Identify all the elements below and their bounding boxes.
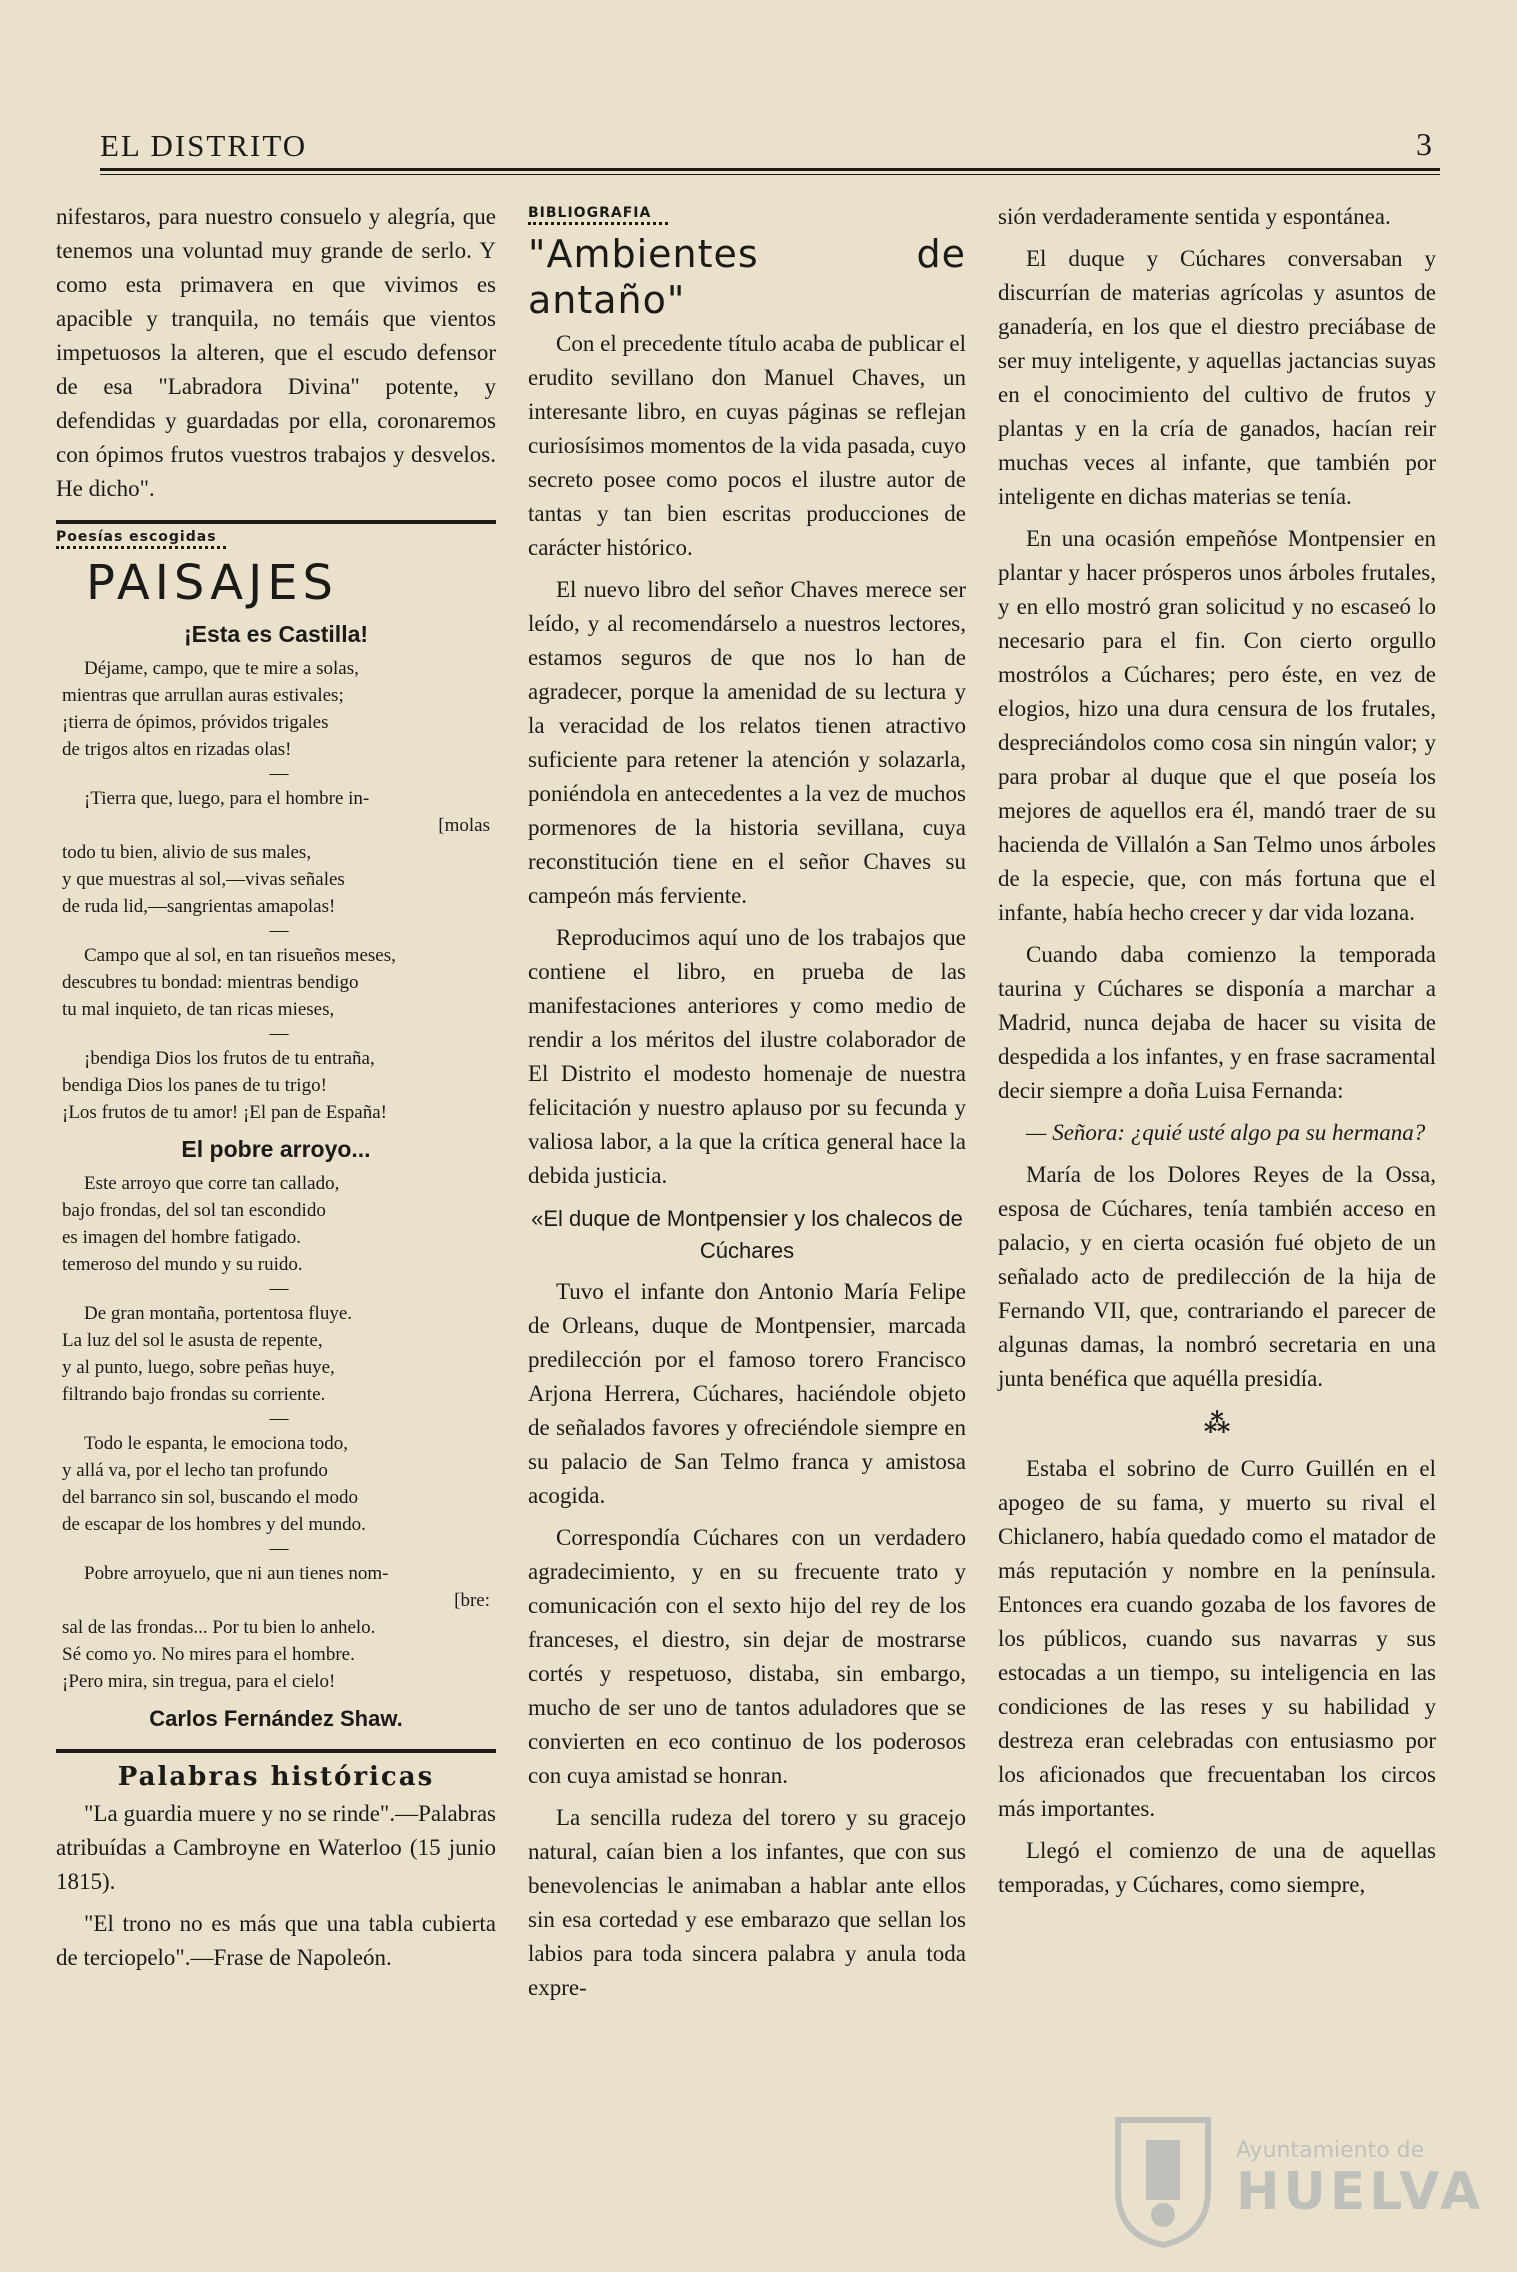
- poem-line: de ruda lid,—sangrientas amapolas!: [62, 896, 336, 917]
- poem-line: ¡Pero mira, sin tregua, para el cielo!: [62, 1671, 336, 1692]
- stanza-divider: —: [269, 1023, 289, 1044]
- poem-author: Carlos Fernández Shaw.: [149, 1706, 403, 1731]
- section-title: PAISAJES: [86, 555, 339, 611]
- poem-title: ¡Esta es Castilla!: [183, 621, 369, 647]
- poem-line: mientras que arrullan auras estivales;: [62, 685, 344, 706]
- header-rule: [100, 168, 1440, 171]
- section-kicker: Poesías escogidas: [56, 529, 217, 545]
- article-paragraph: Llegó el comienzo de una de aquellas temporadas, y Cúchares, como siempre,: [998, 1838, 1436, 1897]
- poem-line: de escapar de los hombres y del mundo.: [62, 1514, 366, 1535]
- kicker-underline: [56, 546, 226, 549]
- quote-paragraph: "La guardia muere y no se rinde".—Palabras atribuídas a Cambroyne en Waterloo (15 junio 1815).: [56, 1801, 496, 1894]
- poem-line: sal de las frondas... Por tu bien lo anhelo.: [62, 1617, 376, 1638]
- asterism-icon: ⁂: [1203, 1409, 1231, 1438]
- section-title: Palabras históricas: [117, 1762, 435, 1792]
- poem-line: Sé como yo. No mires para el hombre.: [62, 1644, 355, 1665]
- poem-line: bendiga Dios los panes de tu trigo!: [62, 1075, 327, 1096]
- poem-body: [62, 1170, 496, 1695]
- poem-line: tu mal inquieto, de tan ricas mieses,: [62, 999, 335, 1020]
- poem-line: descubres tu bondad: mientras bendigo: [62, 972, 359, 993]
- page-number: 3: [1416, 126, 1432, 162]
- poem-title: El pobre arroyo...: [181, 1136, 371, 1162]
- page-header: [100, 128, 1440, 178]
- poem-line-tail: [molas: [438, 815, 490, 836]
- poem-line: ¡bendiga Dios los frutos de tu entraña,: [84, 1048, 375, 1069]
- stanza-divider: —: [269, 1408, 289, 1429]
- article-paragraph: María de los Dolores Reyes de la Ossa, esposa de Cúchares, tenía también acceso en palacio, y en cierta ocasión fué objeto de un señalado acto de predilección de la hija de Fernando VII, que, contrariando el parecer de algunas damas, la nombró secretaria en una junta benéfica que aquélla presidía.: [998, 1162, 1436, 1391]
- poem-line: ¡Los frutos de tu amor! ¡El pan de España!: [62, 1102, 388, 1123]
- poem-line: Pobre arroyuelo, que ni aun tienes nom-: [84, 1563, 389, 1584]
- article-paragraph: El duque y Cúchares conversaban y discurrían de materias agrícolas y asuntos de ganadería, en los que el diestro preciábase de ser muy inteligente, y aquellas jactancias suyas en el conocimiento del cultivo de frutos y plantas y en la cría de ganados, hacían reir muchas veces al infante, que también por inteligente en dichas materias se tenía.: [998, 246, 1436, 509]
- article-paragraph: En una ocasión empeñóse Montpensier en plantar y hacer prósperos unos árboles frutales, y en ello mostró gran solicitud y no escaseó lo necesario para el fin. Con cierto orgullo mostrólos a Cúchares; pero éste, en vez de elogios, hizo una dura censura de los frutales, despreciándolos como cosa sin ningún valor; y para probar al duque que el que poseía los mejores de aquellos era él, mandó traer de su hacienda de Villalón a San Telmo unos árboles de la especie, que, con más fortuna que el infante, había hecho crecer y dar vida lozana.: [998, 526, 1436, 925]
- dialogue-line: — Señora: ¿quié usté algo pa su hermana?: [1026, 1120, 1426, 1145]
- kicker-underline: [528, 222, 668, 225]
- article-paragraph: Correspondía Cúchares con un verdadero agradecimiento, y en su frecuente trato y comunicación con el sexto hijo del rey de los franceses, el diestro, sin dejar de mostrarse cortés y respetuoso, distaba, sin embargo, mucho de ser uno de tantos aduladores que se convierten en eco continuo de los poderosos con cuya amistad se honran.: [528, 1525, 966, 1788]
- poem-line: de trigos altos en rizadas olas!: [62, 739, 292, 760]
- column-left: [56, 200, 496, 1983]
- article-paragraph: Cuando daba comienzo la temporada taurina y Cúchares se disponía a marchar a Madrid, nunca dejaba de hacer su visita de despedida a los infantes, y en frase sacramental decir siempre a doña Luisa Fernanda:: [998, 942, 1436, 1103]
- coat-of-arms-icon: [1108, 2110, 1218, 2250]
- poem-line-tail: [bre:: [454, 1590, 490, 1611]
- poem-line: y al punto, luego, sobre peñas huye,: [62, 1357, 335, 1378]
- stanza-divider: —: [269, 763, 289, 784]
- stanza-divider: —: [269, 1278, 289, 1299]
- section-divider: [56, 520, 496, 524]
- article-paragraph: Reproducimos aquí uno de los trabajos que contiene el libro, en prueba de las manifestaciones anteriores y como medio de rendir a los méritos del ilustre colaborador de El Distrito el modesto homenaje de nuestra felicitación y nuestro aplauso por su fecunda y valiosa labor, a la que la crítica general hace la debida justicia.: [528, 925, 966, 1188]
- article-subtitle: «El duque de Montpensier y los chalecos de Cúchares: [531, 1206, 963, 1263]
- section-divider: [56, 1749, 496, 1753]
- poem-line: todo tu bien, alivio de sus males,: [62, 842, 312, 863]
- poem-body: [62, 655, 496, 1126]
- poem-line: Déjame, campo, que te mire a solas,: [84, 658, 359, 679]
- poem-line: filtrando bajo frondas su corriente.: [62, 1384, 326, 1405]
- section-kicker: BIBLIOGRAFIA: [528, 205, 652, 221]
- article-paragraph: El nuevo libro del señor Chaves merece ser leído, y al recomendárselo a nuestros lectores, estamos seguros de que nos lo han de agradecer, porque la amenidad de su lectura y la veracidad de los relatos tienen atractivo suficiente para retener la atención y solazarla, poniéndola en antecedentes a la vez de muchos pormenores de la historia sevillana, cuya reconstitución tiene en el señor Chaves su campeón más ferviente.: [528, 577, 966, 908]
- poem-line: es imagen del hombre fatigado.: [62, 1227, 302, 1248]
- header-rule-thin: [100, 174, 1440, 175]
- article-paragraph: La sencilla rudeza del torero y su gracejo natural, caían bien a los infantes, que con sus benevolencias le animaban a hablar ante ellos sin esa cortedad y ese embarazo que sellan los labios para toda sincera palabra y anula toda expre-: [528, 1805, 966, 2000]
- poem-line: ¡Tierra que, luego, para el hombre in-: [84, 788, 370, 809]
- archive-watermark: [1108, 2110, 1485, 2250]
- article-paragraph: Estaba el sobrino de Curro Guillén en el apogeo de su fama, y muerto su rival el Chiclanero, había quedado como el matador de más reputación y nombre en la península. Entonces era cuando gozaba de los favores de los públicos, cuando sus navarras y sus estocadas a un tiempo, su inteligencia en las condiciones de las reses y su habilidad y destreza eran celebradas con entusiasmo por los aficionados que frecuentaban los circos más importantes.: [998, 1456, 1436, 1821]
- column-middle: [528, 200, 966, 2013]
- poem-line: La luz del sol le asusta de repente,: [62, 1330, 323, 1351]
- article-title: "Ambientes de antaño": [528, 232, 966, 322]
- article-paragraph: sión verdaderamente sentida y espontánea.: [998, 204, 1391, 229]
- article-paragraph: Con el precedente título acaba de publicar el erudito sevillano don Manuel Chaves, un interesante libro, en cuyas páginas se reflejan curiosísimos momentos de la vida pasada, cuyo secreto posee como pocos el ilustre autor de tantas y tan bien escritas producciones de carácter histórico.: [528, 331, 966, 560]
- poem-line: bajo frondas, del sol tan escondido: [62, 1200, 326, 1221]
- poem-line: Campo que al sol, en tan risueños meses,: [84, 945, 396, 966]
- stanza-divider: —: [269, 920, 289, 941]
- article-paragraph: Tuvo el infante don Antonio María Felipe de Orleans, duque de Montpensier, marcada predilección por el famoso torero Francisco Arjona Herrera, Cúchares, haciéndole objeto de señalados favores y ofreciéndole siempre en su palacio de San Telmo franca y amistosa acogida.: [528, 1279, 966, 1508]
- poem-line: De gran montaña, portentosa fluye.: [84, 1303, 353, 1324]
- quote-paragraph: "El trono no es más que una tabla cubierta de terciopelo".—Frase de Napoleón.: [56, 1911, 496, 1970]
- column-right: [998, 200, 1436, 1910]
- masthead: EL DISTRITO: [100, 128, 308, 163]
- poem-line: y allá va, por el lecho tan profundo: [62, 1460, 328, 1481]
- poem-line: temeroso del mundo y su ruido.: [62, 1254, 303, 1275]
- poem-line: ¡tierra de ópimos, próvidos trigales: [62, 712, 329, 733]
- poem-line: del barranco sin sol, buscando el modo: [62, 1487, 359, 1508]
- stanza-divider: —: [269, 1538, 289, 1559]
- watermark-title: Ayuntamiento de: [1236, 2138, 1425, 2163]
- poem-line: y que muestras al sol,—vivas señales: [62, 869, 345, 890]
- watermark-name: HUELVA: [1236, 2162, 1485, 2222]
- poem-line: Todo le espanta, le emociona todo,: [84, 1433, 349, 1454]
- poem-line: Este arroyo que corre tan callado,: [84, 1173, 340, 1194]
- speech-ending: nifestaros, para nuestro consuelo y alegría, que tenemos una voluntad muy grande de serlo. Y como esta primavera en que vivimos es apacible y tranquila, no temáis que vientos impetuosos la alteren, que el escudo defensor de esa "Labradora Divina" potente, y defendidas y guardadas por ella, coronaremos con ópimos frutos vuestros trabajos y desvelos. He dicho".: [56, 204, 496, 501]
